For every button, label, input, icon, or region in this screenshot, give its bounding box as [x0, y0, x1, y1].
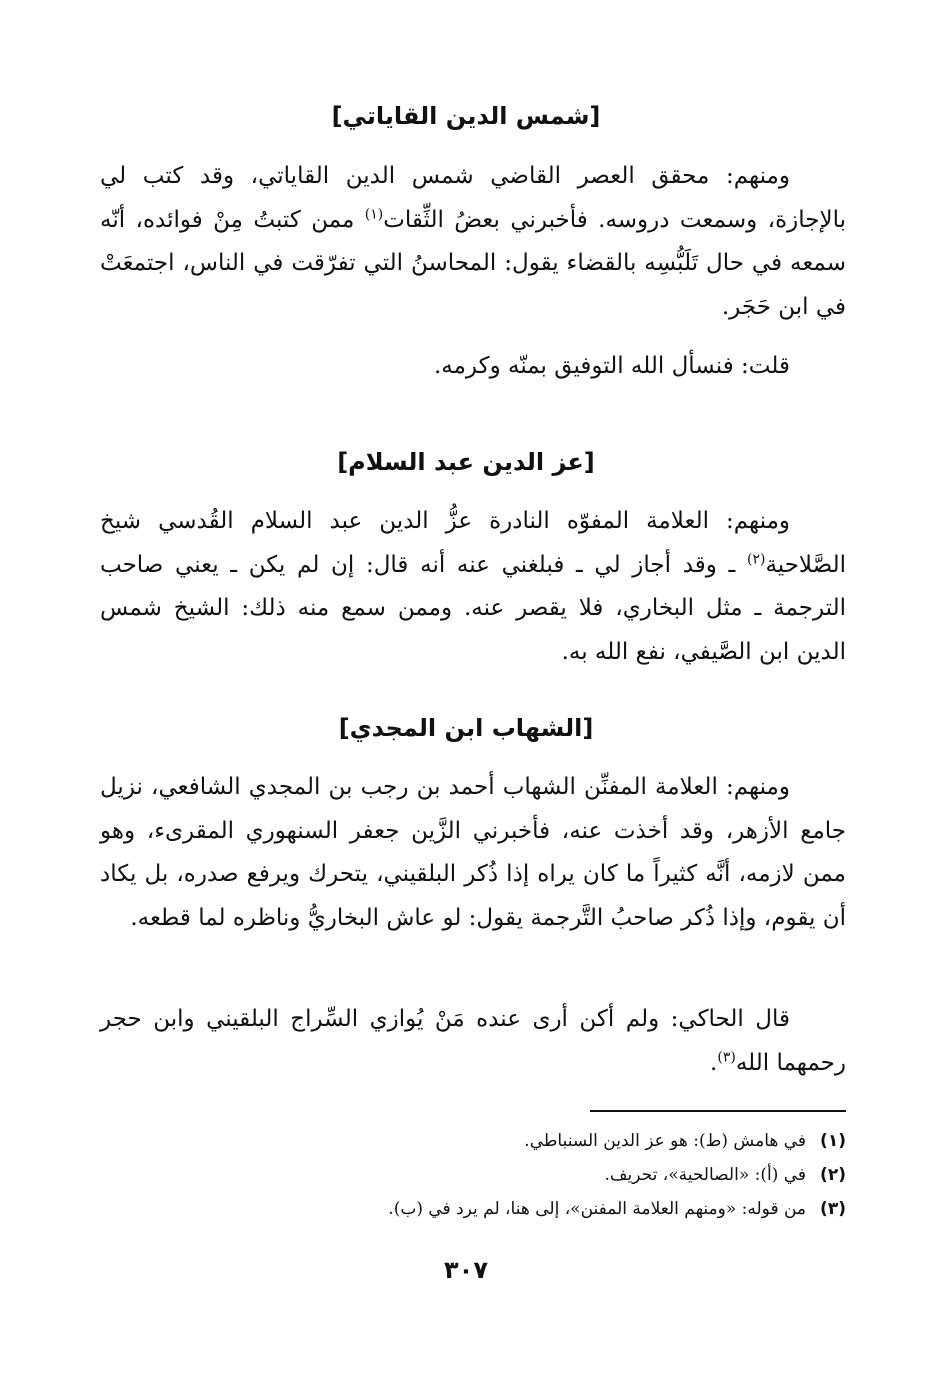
footnote-ref-3[interactable]: (٣) — [717, 1048, 736, 1065]
paragraph-text: ممن كتبتُ مِنْ فوائده، أنّه سمعه في حال تَلَبُّسِه بالقضاء يقول: المحاسنُ التي تفرّقت في الناس، اجتمعَتْ في ابن حَجَر. — [100, 206, 846, 320]
footnotes — [100, 1124, 846, 1226]
paragraph-izz — [100, 500, 846, 674]
paragraph-text: ومنهم: محقق العصر القاضي شمس الدين القاياتي، وقد كتب لي بالإجازة، وسمعت دروسه. فأخبرني بعضُ الثِّقات — [100, 163, 847, 233]
footnote-number: (١) — [820, 1131, 846, 1151]
paragraph-qayati — [100, 155, 846, 329]
footnote-number: (٢) — [820, 1165, 846, 1185]
paragraph-text: ومنهم: العلامة المفنِّن الشهاب أحمد بن رجب بن المجدي الشافعي، نزيل جامع الأزهر، وقد أخذت عنه، فأخبرني الزَّين جعفر السنهوري المقرىء، وهو ممن لازمه، أنَّه كثيراً ما كان يراه إذا ذُكر البلقيني، يتحرك ويرفع صدره، بل يكاد أن يقوم، وإذا ذُكر صاحبُ التَّرجمة يقول: لو عاش البخاريُّ وناظره لما قطعه. — [100, 774, 846, 931]
footnote-separator — [590, 1110, 846, 1112]
section-heading-majdi: [الشهاب ابن المجدي] — [338, 714, 594, 742]
footnote-text: في هامش (ط): هو عز الدين السنباطي. — [524, 1131, 807, 1151]
footnote-item — [100, 1158, 846, 1192]
paragraph-majdi — [100, 766, 846, 940]
paragraph-qultu — [100, 345, 846, 389]
paragraph-text: قلت: فنسأل الله التوفيق بمنّه وكرمه. — [433, 353, 790, 379]
footnote-ref-1[interactable]: (١) — [364, 205, 384, 222]
footnote-item — [100, 1124, 846, 1158]
section-heading-izz: [عز الدين عبد السلام] — [337, 448, 595, 476]
paragraph-text: ومنهم: العلامة المفوّه النادرة عزُّ الدين عبد السلام القُدسي شيخ الصَّلاحية — [100, 508, 846, 578]
footnote-text: في (أ): «الصالحية»، تحريف. — [604, 1165, 807, 1185]
section-heading-qayati: [شمس الدين القاياتي] — [331, 102, 601, 130]
footnote-ref-2[interactable]: (٢) — [746, 550, 766, 567]
footnote-number: (٣) — [820, 1199, 846, 1219]
footnote-text: من قوله: «ومنهم العلامة المفنن»، إلى هنا، لم يرد في (ب). — [388, 1199, 807, 1219]
paragraph-text: قال الحاكي: ولم أكن أرى عنده مَنْ يُوازي السِّراج البلقيني وابن حجر رحمهما الله — [100, 1006, 846, 1076]
paragraph-text: ـ وقد أجاز لي ـ فبلغني عنه أنه قال: إن لم يكن ـ يعني صاحب الترجمة ـ مثل البخاري، فلا يقصر عنه. وممن سمع منه ذلك: الشيخ شمس الدين ابن الصَّيفي، نفع الله به. — [100, 551, 846, 665]
page-number: ٣٠٧ — [444, 1256, 488, 1284]
paragraph-hakki — [100, 998, 846, 1085]
paragraph-text: . — [710, 1049, 718, 1076]
footnote-item — [100, 1192, 846, 1226]
